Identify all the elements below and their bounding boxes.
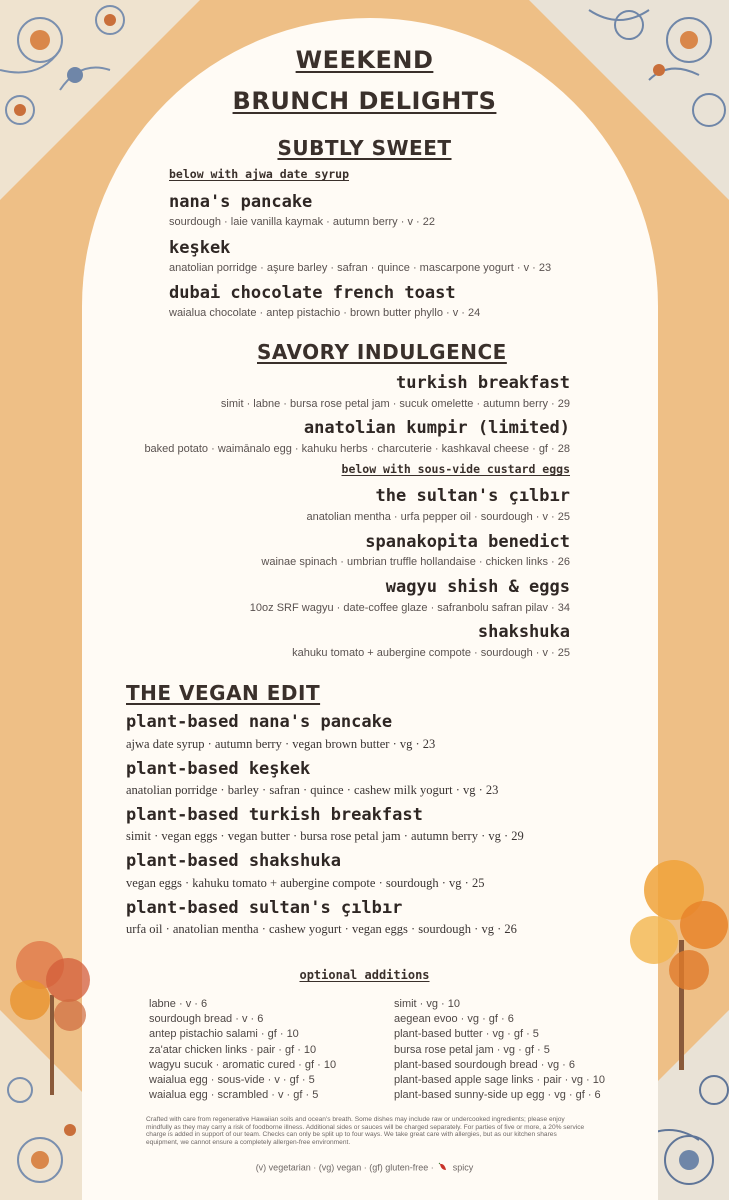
menu-item-description: anatolian mentha · urfa pepper oil · sourdough · v · 25 bbox=[306, 511, 570, 523]
menu-item-name: wagyu shish & eggs bbox=[385, 577, 570, 597]
addition-item: aegean evoo · vg · gf · 6 bbox=[394, 1013, 514, 1026]
optional-additions-heading: optional additions bbox=[299, 968, 430, 982]
addition-item: plant-based apple sage links · pair · vg · 10 bbox=[394, 1074, 605, 1087]
menu-item-description: 10oz SRF wagyu · date-coffee glaze · safranbolu safran pilav · 34 bbox=[249, 602, 570, 614]
addition-item: labne · v · 6 bbox=[149, 998, 208, 1010]
menu-item-description: anatolian porridge · barley · safran · quince · cashew milk yogurt · vg · 23 bbox=[126, 783, 499, 797]
additions-left-column bbox=[149, 997, 336, 1103]
menu-item-name: anatolian kumpir (limited) bbox=[303, 418, 570, 438]
menu-item-description: simit · labne · bursa rose petal jam · sucuk omelette · autumn berry · 29 bbox=[220, 398, 570, 410]
menu-item-description: anatolian porridge · aşure barley · safran · quince · mascarpone yogurt · v · 23 bbox=[169, 262, 552, 274]
addition-item: za'atar chicken links · pair · gf · 10 bbox=[149, 1043, 317, 1056]
addition-item: plant-based butter · vg · gf · 5 bbox=[394, 1028, 539, 1041]
spicy-legend-label: spicy bbox=[452, 1162, 474, 1173]
menu-item-name: turkish breakfast bbox=[396, 373, 570, 393]
menu-item-name: keşkek bbox=[169, 238, 231, 258]
menu-item-name: spanakopita benedict bbox=[365, 532, 570, 552]
menu-item-name: plant-based sultan's çılbır bbox=[126, 898, 403, 918]
disclaimer-fine-print: Crafted with care from regenerative Hawaiian soils and ocean's breath. Some dishes may include raw or undercooked ingredients; please enjoy mindfully as they may carry a risk of foodborne illness. Additional sides or sauces will be charged separately. For parties of five or more, a 20% service charge is added in support of our team. Checks can only be split up to four ways. We take great care with allergies, but as our kitchen shares equipment, we cannot ensure a completely allergen-free environment. bbox=[146, 1116, 585, 1146]
menu-item-name: the sultan's çılbır bbox=[375, 486, 570, 506]
right-autumn-tree-illustration bbox=[619, 850, 729, 1074]
additions-right-column bbox=[394, 997, 605, 1103]
addition-item: bursa rose petal jam · vg · gf · 5 bbox=[394, 1043, 550, 1056]
menu-item-name: plant-based shakshuka bbox=[126, 851, 341, 871]
menu-item-name: shakshuka bbox=[477, 622, 570, 642]
addition-item: plant-based sourdough bread · vg · 6 bbox=[394, 1058, 576, 1071]
menu-item-description: urfa oil · anatolian mentha · cashew yogurt · vegan eggs · sourdough · vg · 26 bbox=[126, 922, 517, 936]
menu-item-description: waialua chocolate · antep pistachio · brown butter phyllo · v · 24 bbox=[169, 307, 481, 319]
menu-title-line2: BRUNCH DELIGHTS bbox=[232, 87, 497, 115]
addition-item: plant-based sunny-side up egg · vg · gf · 6 bbox=[394, 1089, 601, 1102]
addition-item: sourdough bread · v · 6 bbox=[149, 1013, 264, 1026]
vegan-edit-heading: THE VEGAN EDIT bbox=[126, 681, 321, 705]
subtly-sweet-note: below with ajwa date syrup bbox=[169, 167, 350, 181]
menu-item-description: kahuku tomato + aubergine compote · sourdough · v · 25 bbox=[292, 647, 570, 659]
menu-item-name: nana's pancake bbox=[169, 192, 313, 212]
menu-item-description: sourdough · laie vanilla kaymak · autumn berry · v · 22 bbox=[169, 216, 435, 228]
menu-title-line1: WEEKEND bbox=[295, 46, 434, 74]
savory-note: below with sous-vide custard eggs bbox=[341, 462, 570, 476]
menu-item-name: plant-based keşkek bbox=[126, 759, 311, 779]
savory-indulgence-heading: SAVORY INDULGENCE bbox=[257, 340, 507, 364]
addition-item: antep pistachio salami · gf · 10 bbox=[149, 1028, 299, 1041]
menu-item-name: plant-based turkish breakfast bbox=[126, 805, 423, 825]
dietary-legend bbox=[0, 1162, 729, 1174]
dietary-legend-text: (v) vegetarian · (vg) vegan · (gf) gluten-free · bbox=[255, 1162, 434, 1173]
menu-item-name: plant-based nana's pancake bbox=[126, 712, 393, 732]
addition-item: waialua egg · sous-vide · v · gf · 5 bbox=[149, 1074, 315, 1087]
menu-item-description: wainae spinach · umbrian truffle hollandaise · chicken links · 26 bbox=[261, 556, 570, 568]
addition-item: simit · vg · 10 bbox=[394, 998, 461, 1010]
chili-pepper-icon bbox=[438, 1162, 448, 1174]
menu-item-description: ajwa date syrup · autumn berry · vegan brown butter · vg · 23 bbox=[126, 737, 436, 751]
addition-item: wagyu sucuk · aromatic cured · gf · 10 bbox=[149, 1058, 337, 1071]
menu-item-description: vegan eggs · kahuku tomato + aubergine compote · sourdough · vg · 25 bbox=[126, 876, 485, 890]
subtly-sweet-heading: SUBTLY SWEET bbox=[277, 136, 452, 160]
addition-item: waialua egg · scrambled · v · gf · 5 bbox=[149, 1089, 319, 1102]
menu-item-description: baked potato · waimānalo egg · kahuku herbs · charcuterie · kashkaval cheese · gf · 28 bbox=[144, 443, 570, 455]
left-autumn-tree-illustration bbox=[0, 925, 110, 1099]
menu-item-description: simit · vegan eggs · vegan butter · bursa rose petal jam · autumn berry · vg · 29 bbox=[126, 829, 524, 843]
menu-item-name: dubai chocolate french toast bbox=[169, 283, 456, 303]
